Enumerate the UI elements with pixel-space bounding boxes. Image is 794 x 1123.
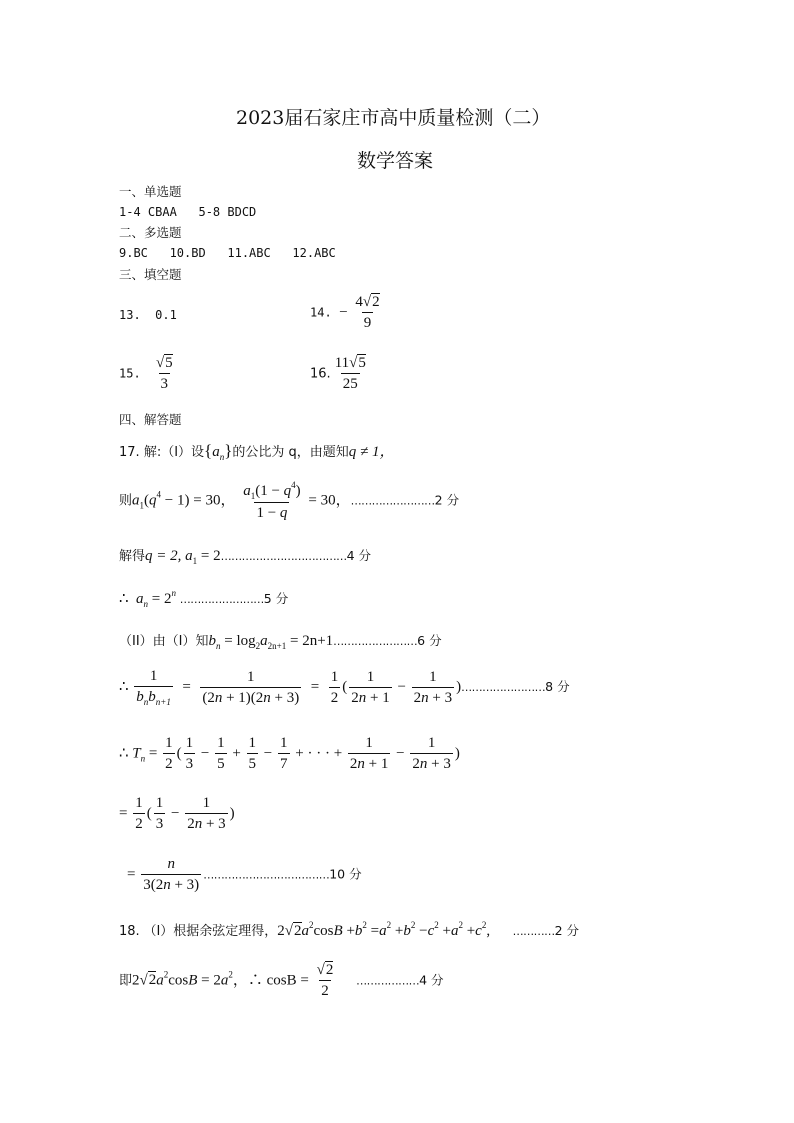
q17-line2: 则$a_1(q^4 - 1) = 30$， $\frac{a_1(1 - q^4)}{1 - q}$ = 30，……………………2 分 <box>119 480 460 521</box>
q18-line2-prefix: 即 <box>119 973 133 989</box>
q17-line4-dots: …………………… <box>179 593 264 606</box>
q17-sum-fraction: $\frac{a_1(1 - q^4)}{1 - q}$ <box>243 480 301 521</box>
q17-line3-val: = 2 <box>197 548 221 564</box>
q17-line4-sub: n <box>143 599 149 609</box>
q16-den: 25 <box>341 373 360 393</box>
q17-line8: = $\frac{1}{2}$ ( $\frac{1}{3}$ − $\frac{1}{2n + 3}$ ) <box>119 795 235 832</box>
q14-answer <box>310 294 384 332</box>
q16-radicand: 5 <box>358 355 366 371</box>
q16-number: 16. <box>310 366 331 382</box>
q17-line4-val: = 2 <box>148 591 172 607</box>
q17-line3-eq: q = 2, a <box>145 548 193 564</box>
q18-part1-points: 2 分 <box>554 923 580 938</box>
q18-part1-prefix: （I）根据余弦定理得， <box>143 924 278 939</box>
q15-number: 15. <box>119 366 141 381</box>
q14-fraction: $\frac{4√2}{9}$ <box>355 294 380 331</box>
q15-answer <box>119 355 177 393</box>
q18-number: 18. <box>119 924 140 939</box>
q17-part2-b: b <box>208 633 217 649</box>
q17-part2-a-sub: 2n+1 <box>267 641 287 651</box>
q17-part2-log: = log <box>220 633 256 649</box>
q17-line3-sub: 1 <box>192 556 198 566</box>
q17-line3-dots: ……………………………… <box>220 550 347 563</box>
q17-line9-points: 10 分 <box>329 866 362 882</box>
q18-line2-mid: ，∴ cosB = <box>232 972 309 989</box>
q17-part2-b-sub: n <box>216 641 221 651</box>
q17-part2-prefix: （II）由（I）知 <box>119 634 209 649</box>
section-solutions: 四、解答题 <box>119 412 182 427</box>
q18-line2-points: 4 分 <box>419 972 444 988</box>
q18-part1-dots: ………… <box>512 925 555 938</box>
section-single-choice: 一、单选题 <box>119 184 182 199</box>
q17-line2-eq1: = 30， <box>193 492 236 509</box>
q17-line6-points: 8 分 <box>545 678 570 694</box>
q17-number: 17. <box>119 445 140 460</box>
q14-coef: 4 <box>355 294 363 310</box>
q17-seq: a <box>212 444 220 460</box>
q16-answer <box>310 355 370 393</box>
q17-line3-points: 4 分 <box>346 548 372 563</box>
section-fill-blank: 三、填空题 <box>119 267 182 282</box>
q17-part2 <box>119 630 442 651</box>
q14-sign: − <box>339 304 348 321</box>
q17-line4 <box>119 588 288 609</box>
q17-line6-dots: …………………… <box>461 680 546 694</box>
q14-radicand: 2 <box>372 294 380 310</box>
q16-fraction: $\frac{11√5}{25}$ <box>334 355 366 392</box>
q15-den: 3 <box>159 373 171 393</box>
q17-part2-a: a <box>260 633 268 649</box>
single-choice-answers: 1-4 CBAA 5-8 BDCD <box>119 205 257 219</box>
q17-line3-prefix: 解得 <box>119 549 146 564</box>
q14-number: 14. <box>310 305 332 320</box>
q15-radicand: 5 <box>165 355 173 371</box>
q17-line4-eq: a <box>136 591 144 607</box>
q17-line6: ∴ $\frac{1}{b_nb_{n+1}}$ = $\frac{1}{(2n + 1)(2n + 3)}$ = $\frac{1}{2}$ ( $\frac{1}{2n + 1}$ − $\frac{1}{2n + 3}$ )……………………8 分 <box>119 668 570 707</box>
q17-line2-eq2: = 30， <box>308 492 351 509</box>
q17-intro: 17. 解:（I）设$\{a_n\}$的公比为 q，由题知q ≠ 1， <box>119 441 395 462</box>
q14-den: 9 <box>362 312 374 332</box>
q17-intro-text: 解:（I）设 <box>143 445 205 460</box>
q17-line2-points: 2 分 <box>434 492 460 508</box>
q17-line2-prefix: 则 <box>119 493 133 509</box>
q17-cond: q ≠ 1， <box>348 444 395 460</box>
section-multi-choice: 二、多选题 <box>119 225 182 240</box>
page-subtitle: 数学答案 <box>357 150 434 172</box>
q17-seq-sub: n <box>219 452 225 462</box>
q17-part2-points: 6 分 <box>417 633 442 648</box>
q18-line2: 即$2√2a^2\cos B = 2a^2$，∴ cosB = $\frac{√2}{2}$ ………………4 分 <box>119 962 444 999</box>
q15-fraction: $\frac{√5}{3}$ <box>155 355 173 392</box>
q17-line3 <box>119 545 371 566</box>
q13-answer <box>119 308 177 322</box>
q17-line2-dots: …………………… <box>350 494 435 508</box>
q16-coef: 11 <box>334 355 350 371</box>
q18-line2-dots: ……………… <box>356 974 420 988</box>
q17-line4-sup: n <box>171 588 177 598</box>
q18-part1: 18. （I）根据余弦定理得，$2√2a^2\cos B +b^2 =a^2 +b^2 -c^2 +a^2 +c^2$, …………2 分 <box>119 920 580 939</box>
q13-value: 0.1 <box>155 308 177 322</box>
q17-line9-dots: ……………………………… <box>203 868 330 882</box>
q17-line7: ∴ $T_n$ = $\frac{1}{2}$ ( $\frac{1}{3}$ − $\frac{1}{5}$ + $\frac{1}{5}$ − $\frac{1}{7}$ + · · · + $\frac{1}{2n + 1}$ − $\frac{1}{2n + 3}$ ) <box>119 735 460 772</box>
q17-part2-dots: …………………… <box>333 635 418 648</box>
q17-line4-points: 5 分 <box>263 591 289 606</box>
q17-part2-log-sub: 2 <box>255 641 261 651</box>
q17-line4-prefix: ∴ <box>119 591 133 607</box>
q17-part2-val: = 2n+1 <box>286 633 334 649</box>
q13-number: 13. <box>119 308 141 322</box>
q17-line9: = $\frac{n}{3(2n + 3)}$ ………………………………10 分 <box>127 856 362 893</box>
multi-choice-answers: 9.BC 10.BD 11.ABC 12.ABC <box>119 246 336 260</box>
page-title: 2023届石家庄市高中质量检测（二） <box>236 107 551 129</box>
q17-intro-mid: 的公比为 q，由题知 <box>232 445 349 460</box>
